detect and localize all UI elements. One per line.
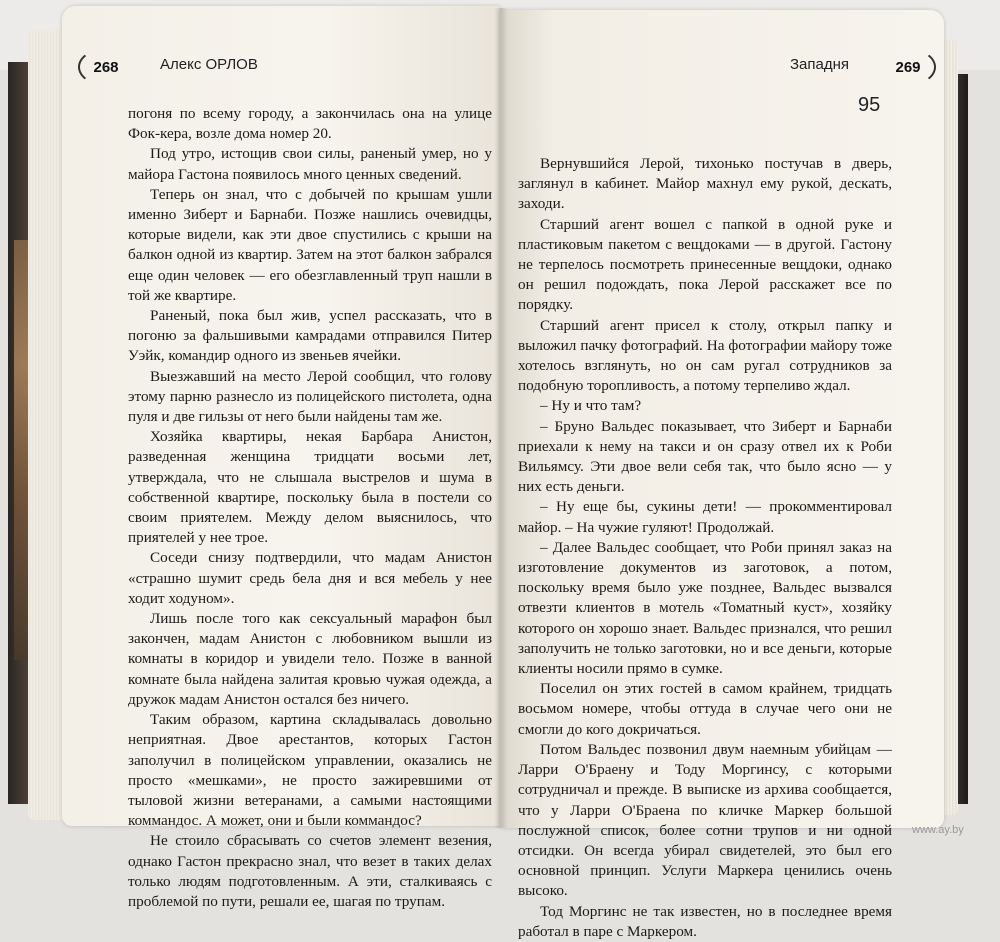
paragraph: погоня по всему городу, а закончилась она на улице Фок-кера, возле дома номер 20. xyxy=(128,105,492,143)
watermark: www.ay.by xyxy=(912,824,964,836)
paragraph: Не стоило сбрасывать со счетов элемент везения, однако Гастон прекрасно знал, что везет в таких делах только людям подготовленным. А эти, сталкиваясь с проблемой по пути, решали ее, шагая по трупам. xyxy=(128,832,492,910)
paragraph: Лишь после того как сексуальный марафон был закончен, мадам Анистон с любовником вышли из комнаты в коридор и увидели тело. Позже в ванной комнате была найдена залитая кровью чужая одежда, а дружок мадам Анистон остался без ничего. xyxy=(128,610,492,708)
paragraph: Поселил он этих гостей в самом крайнем, тридцать восьмом номере, чтобы оттуда в случае чего они не смогли до кого докричаться. xyxy=(518,680,892,738)
left-running-header: Алекс ОРЛОВ xyxy=(160,56,258,73)
paragraph: Тод Моргинс не так известен, но в последнее время работал в паре с Маркером. xyxy=(518,902,892,940)
right-page-number: 269 xyxy=(880,48,936,86)
book-gutter xyxy=(494,8,508,828)
right-page-text xyxy=(518,154,892,942)
left-page-number: 268 xyxy=(78,48,134,86)
handwritten-page-number: 95 xyxy=(858,94,881,116)
paragraph: Под утро, истощив свои силы, раненый умер, но у майора Гастона появилось много ценных сведений. xyxy=(128,145,492,183)
paragraph: Теперь он знал, что с добычей по крышам ушли именно Зиберт и Барнаби. Позже нашлись очевидцы, которые видели, как эти двое спустились с крыши на балкон одной из квартир. Затем на этот балкон забрался еще один человек — его обезглавленный труп нашли в той же квартире. xyxy=(128,185,492,304)
paragraph: Вернувшийся Лерой, тихонько постучав в дверь, заглянул в кабинет. Майор махнул ему рукой, дескать, заходи. xyxy=(518,155,892,213)
paragraph: Потом Вальдес позвонил двум наемным убийцам — Ларри О'Браену и Тоду Моргинсу, с которыми сотрудничал и прежде. В выписке из архива сообщается, что у Ларри О'Браена по кличке Маркер большой послужной список, более сотни трупов и ни одной отсидки. Он всегда убирал свидетелей, это был его основной принцип. Услуги Маркера ценились очень высоко. xyxy=(518,740,892,900)
paragraph: – Бруно Вальдес показывает, что Зиберт и Барнаби приехали к нему на такси и он сразу отвел их к Роби Вильямсу. Эти двое вели себя так, что было ясно — у них есть деньги. xyxy=(518,417,892,496)
paragraph: Хозяйка квартиры, некая Барбара Анистон, разведенная женщина тридцати восьми лет, утверждала, что не слышала выстрелов и шума в собственной квартире, поскольку была в постели со своим приятелем. Между делом выяснилось, что приятелей у нее трое. xyxy=(128,428,492,547)
paragraph: Старший агент вошел с папкой в одной руке и пластиковым пакетом с вещдоками — в другой. Гастону не терпелось посмотреть принесенные вещдоки, однако он решил подождать, пока Лерой расскажет все по порядку. xyxy=(518,215,892,314)
left-page-text xyxy=(128,104,492,912)
paragraph: Выезжавший на место Лерой сообщил, что голову этому парню разнесло из полицейского пистолета, одна пуля и две гильзы от него были найдены там же. xyxy=(128,367,492,426)
paragraph: – Ну и что там? xyxy=(540,397,642,415)
paragraph: – Далее Вальдес сообщает, что Роби принял заказ на изготовление документов из заготовок, а потом, поскольку время было уже позднее, Вальдес вызвался отвезти клиентов в мотель «Томатный куст», хозяйку которого он хорошо знает. Вальдес признался, что решил заполучить не только заготовки, но и все деньги, которые клиенты носили прямо в сумке. xyxy=(518,538,892,678)
paragraph: Соседи снизу подтвердили, что мадам Анистон «страшно шумит средь бела дня и вся мебель у нее ходит ходуном». xyxy=(128,549,492,607)
paragraph: Таким образом, картина складывалась довольно неприятная. Двое арестантов, которых Гастон заполучил в полицейском управлении, оказались не просто «мешками», не просто зажиревшими от тыловой жизни ветеранами, а самыми настоящими коммандос. А может, они и были коммандос? xyxy=(128,711,492,830)
right-running-header: Западня xyxy=(790,56,850,73)
paragraph: Старший агент присел к столу, открыл папку и выложил пачку фотографий. На фотографии майору тоже хотелось взглянуть, но он сам ругал сотрудников за подобную торопливость, а потому терпеливо ждал. xyxy=(518,316,892,395)
paragraph: Раненый, пока был жив, успел рассказать, что в погоню за фальшивыми камрадами отправился Питер Уэйк, командир одного из звеньев ячейки. xyxy=(128,307,492,365)
paragraph: – Ну еще бы, сукины дети! — прокомментировал майор. – На чужие гуляют! Продолжай. xyxy=(518,498,892,536)
